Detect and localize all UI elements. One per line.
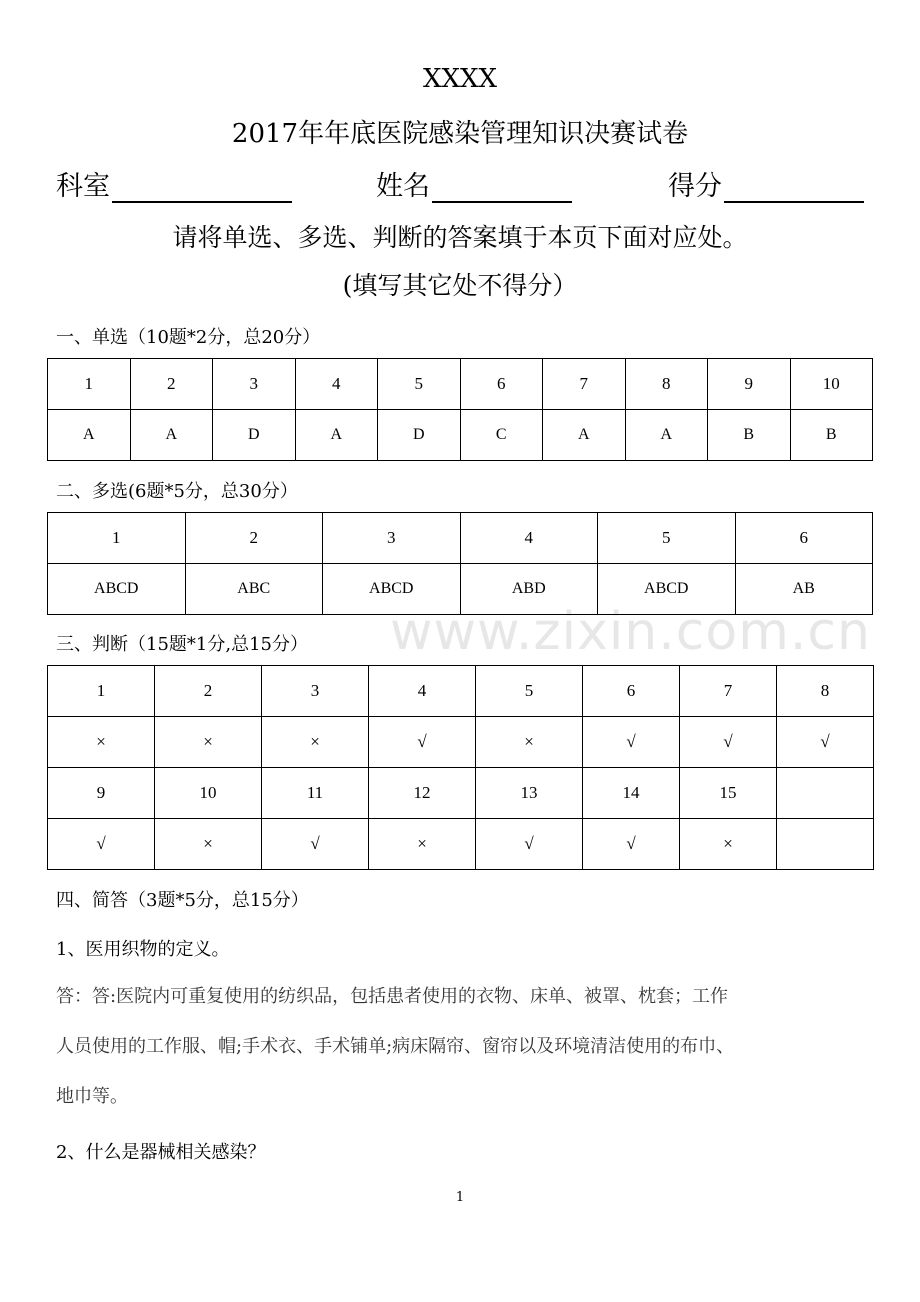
question-number: 6 (583, 666, 680, 717)
answer-cell: × (155, 717, 262, 768)
answer-cell: D (378, 410, 461, 461)
question-number: 3 (323, 513, 461, 564)
watermark: www.zixin.com.cn (390, 602, 871, 662)
question-number: 5 (476, 666, 583, 717)
answer-cell: × (369, 819, 476, 870)
question-number: 1 (48, 513, 186, 564)
question-number: 3 (213, 359, 296, 410)
instruction-line-1: 请将单选、多选、判断的答案填于本页下面对应处。 (172, 223, 748, 252)
multiple-choice-table (47, 512, 873, 615)
question-number: 15 (680, 768, 777, 819)
question-1: 1、医用织物的定义。 (56, 939, 230, 960)
table-row (48, 359, 873, 410)
answer-1-line-1: 答：答:医院内可重复使用的纺织品，包括患者使用的衣物、床单、被罩、枕套；工作 (56, 986, 729, 1007)
answer-cell: A (625, 410, 708, 461)
question-number: 1 (48, 666, 155, 717)
answer-cell: × (680, 819, 777, 870)
name-field (376, 164, 572, 203)
answer-cell (777, 819, 874, 870)
single-choice-table (47, 358, 873, 461)
question-number: 10 (155, 768, 262, 819)
question-number: 3 (262, 666, 369, 717)
answer-cell: C (460, 410, 543, 461)
org-name: XXXX (422, 64, 498, 94)
answer-cell: × (155, 819, 262, 870)
exam-title: 2017年年底医院感染管理知识决赛试卷 (231, 119, 689, 149)
question-number: 4 (295, 359, 378, 410)
answer-cell: × (262, 717, 369, 768)
question-number: 4 (369, 666, 476, 717)
question-number: 14 (583, 768, 680, 819)
answer-cell: × (48, 717, 155, 768)
answer-cell: ABD (460, 564, 598, 615)
section-4-heading: 四、简答（3题*5分，总15分） (56, 890, 309, 911)
question-number: 13 (476, 768, 583, 819)
score-field (668, 164, 864, 203)
question-number: 10 (790, 359, 873, 410)
question-number: 12 (369, 768, 476, 819)
answer-cell: ABCD (598, 564, 736, 615)
answer-cell: √ (476, 819, 583, 870)
department-field (56, 164, 292, 203)
answer-cell: ABCD (323, 564, 461, 615)
page-number: 1 (455, 1190, 465, 1205)
question-number: 8 (625, 359, 708, 410)
question-number: 9 (708, 359, 791, 410)
answer-cell: ABC (185, 564, 323, 615)
question-number: 4 (460, 513, 598, 564)
table-row (48, 513, 873, 564)
answer-cell: D (213, 410, 296, 461)
table-row (48, 410, 873, 461)
section-1-heading: 一、单选（10题*2分，总20分） (56, 327, 321, 348)
question-number: 2 (185, 513, 323, 564)
answer-cell: √ (680, 717, 777, 768)
answer-cell: √ (583, 819, 680, 870)
true-false-table (47, 665, 874, 870)
question-number: 5 (378, 359, 461, 410)
question-number: 7 (543, 359, 626, 410)
question-number: 8 (777, 666, 874, 717)
answer-cell: A (295, 410, 378, 461)
answer-1-line-3: 地巾等。 (56, 1086, 128, 1107)
answer-cell: ABCD (48, 564, 186, 615)
answer-cell: A (130, 410, 213, 461)
answer-cell: B (708, 410, 791, 461)
answer-cell: A (543, 410, 626, 461)
question-number: 9 (48, 768, 155, 819)
name-label: 姓名 (376, 171, 430, 202)
table-row (48, 819, 874, 870)
table-row (48, 564, 873, 615)
question-number: 5 (598, 513, 736, 564)
department-blank[interactable] (112, 175, 292, 203)
section-3-heading: 三、判断（15题*1分,总15分） (56, 634, 308, 655)
section-2-heading: 二、多选(6题*5分，总30分） (56, 481, 298, 502)
answer-cell: √ (48, 819, 155, 870)
question-number (777, 768, 874, 819)
answer-cell: √ (262, 819, 369, 870)
question-number: 6 (735, 513, 873, 564)
question-number: 2 (130, 359, 213, 410)
score-label: 得分 (668, 171, 722, 202)
table-row (48, 768, 874, 819)
answer-1-line-2: 人员使用的工作服、帽;手术衣、手术铺单;病床隔帘、窗帘以及环境清洁使用的布巾、 (56, 1036, 735, 1057)
name-blank[interactable] (432, 175, 572, 203)
question-number: 2 (155, 666, 262, 717)
answer-cell: √ (583, 717, 680, 768)
table-row (48, 717, 874, 768)
department-label: 科室 (56, 171, 110, 202)
table-row (48, 666, 874, 717)
answer-cell: A (48, 410, 131, 461)
answer-cell: √ (777, 717, 874, 768)
answer-cell: AB (735, 564, 873, 615)
question-number: 7 (680, 666, 777, 717)
question-number: 11 (262, 768, 369, 819)
instruction-line-2: (填写其它处不得分） (342, 271, 578, 300)
score-blank[interactable] (724, 175, 864, 203)
question-number: 1 (48, 359, 131, 410)
answer-cell: √ (369, 717, 476, 768)
question-number: 6 (460, 359, 543, 410)
answer-cell: × (476, 717, 583, 768)
question-2: 2、什么是器械相关感染？ (56, 1142, 266, 1163)
answer-cell: B (790, 410, 873, 461)
